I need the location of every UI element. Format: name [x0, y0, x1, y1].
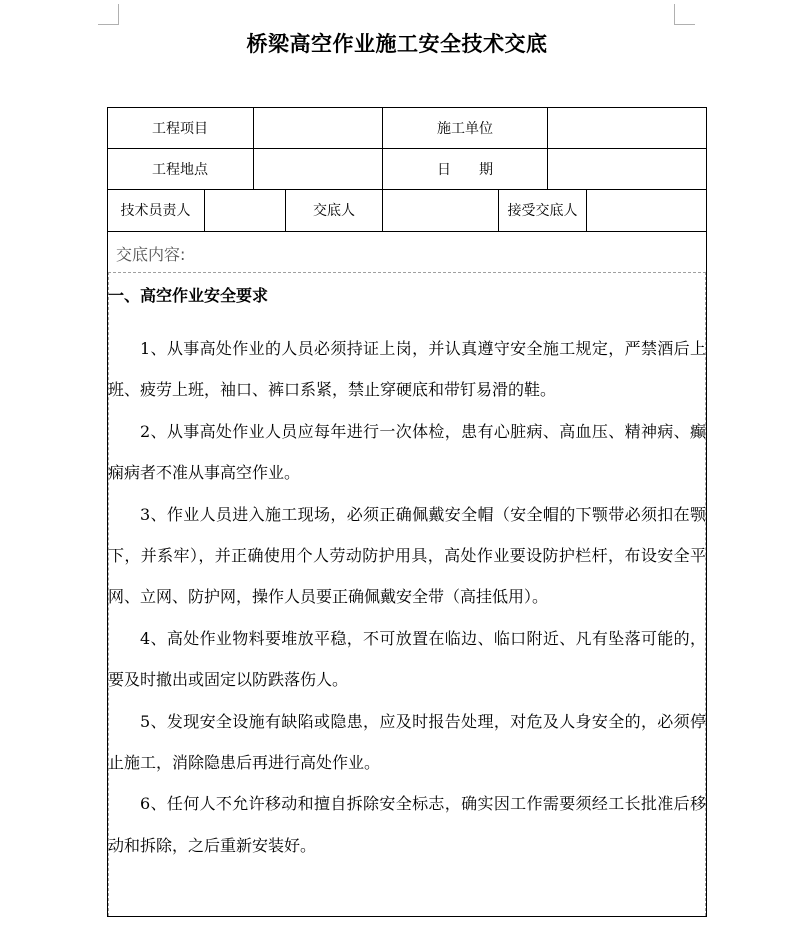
location-value[interactable] — [254, 148, 382, 189]
section-body — [108, 328, 706, 866]
paragraph-item-5: 5、发现安全设施有缺陷或隐患，应及时报告处理，对危及人身安全的，必须停止施工，消除隐患后再进行高处作业。 — [108, 711, 706, 773]
receiver-value[interactable] — [587, 189, 707, 231]
date-label: 日 期 — [437, 161, 493, 178]
paragraph-item-4: 4、高处作业物料要堆放平稳，不可放置在临边、临口附近、凡有坠落可能的，要及时撤出或固定以防跌落伤人。 — [108, 628, 706, 690]
discloser-value[interactable] — [383, 189, 498, 231]
discloser-label: 交底人 — [313, 203, 355, 219]
text-frame-top — [108, 272, 706, 273]
content-label: 交底内容: — [116, 245, 186, 264]
paragraph-item-3: 3、作业人员进入施工现场，必须正确佩戴安全帽（安全帽的下颚带必须扣在颚下，并系牢），并正确使用个人劳动防护用具，高处作业要设防护栏杆，布设安全平网、立网、防护网，操作人员要正确佩戴安全带（高挂低用）。 — [108, 504, 706, 607]
project-label: 工程项目 — [152, 120, 208, 137]
document-title: 桥梁高空作业施工安全技术交底 — [246, 31, 548, 56]
construction-unit-label: 施工单位 — [437, 120, 493, 137]
date-value[interactable] — [548, 148, 707, 189]
tech-lead-value[interactable] — [205, 189, 285, 231]
location-label: 工程地点 — [152, 161, 208, 178]
page-corner-mark-left — [98, 4, 119, 25]
project-value[interactable] — [254, 107, 382, 148]
paragraph-item-1: 1、从事高处作业的人员必须持证上岗，并认真遵守安全施工规定，严禁酒后上班、疲劳上班，袖口、裤口系紧，禁止穿硬底和带钉易滑的鞋。 — [108, 339, 706, 400]
page-corner-mark-right — [674, 4, 695, 25]
receiver-label: 接受交底人 — [507, 203, 578, 219]
table-rule — [107, 231, 707, 232]
paragraph-item-6: 6、任何人不允许移动和擅自拆除安全标志，确实因工作需要须经工长批准后移动和拆除，之后重新安装好。 — [108, 794, 706, 855]
tech-lead-label: 技术员责人 — [120, 203, 191, 219]
section-heading: 一、高空作业安全要求 — [108, 286, 269, 305]
construction-unit-value[interactable] — [548, 107, 707, 148]
paragraph-item-2: 2、从事高处作业人员应每年进行一次体检，患有心脏病、高血压、精神病、癫痫病者不准从事高空作业。 — [108, 421, 706, 483]
